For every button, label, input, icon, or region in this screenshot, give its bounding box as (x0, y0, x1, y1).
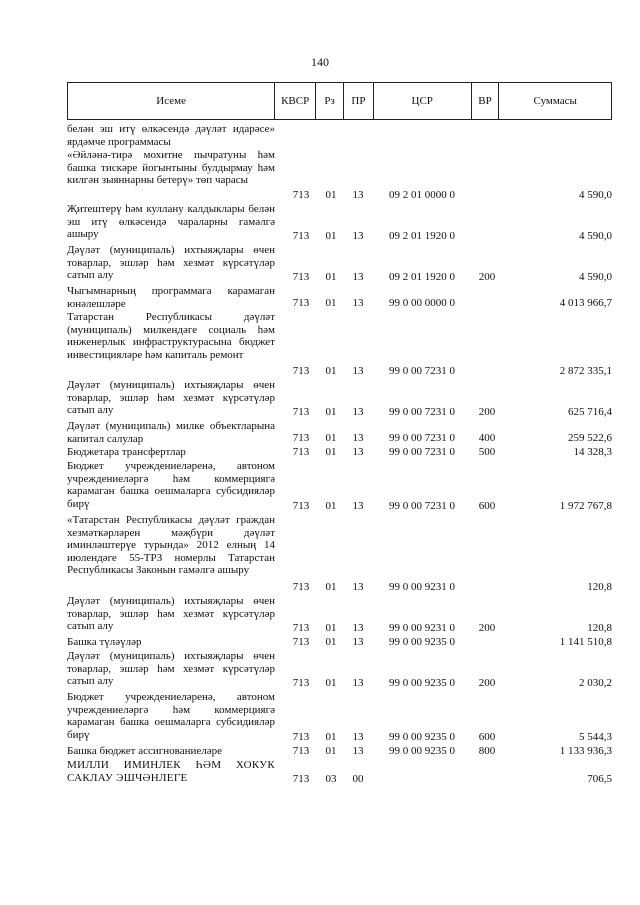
row-csr: 99 0 00 0000 0 (389, 297, 455, 310)
row-vr: 600 (478, 500, 496, 513)
row-rz: 03 (325, 773, 337, 786)
row-kvsr: 713 (292, 297, 310, 310)
row-kvsr: 713 (292, 365, 310, 378)
row-pr: 13 (352, 677, 364, 690)
table-row (0, 311, 640, 378)
row-kvsr: 713 (292, 636, 310, 649)
row-name: МИЛЛИ ИМИНЛЕК ҺӘМ ХОКУК САКЛАУ ЭШЧӘНЛЕГЕ (67, 759, 275, 784)
row-name: Дәүләт (муниципаль) ихтыяҗлары өчен товарлар, эшләр һәм хезмәт күрсәтүләр сатып алу (67, 379, 275, 417)
table-row (0, 460, 640, 513)
row-sum: 4 590,0 (579, 230, 612, 243)
row-csr: 99 0 00 7231 0 (389, 446, 455, 459)
row-sum: 1 133 936,3 (559, 745, 612, 758)
row-sum: 120,8 (587, 581, 612, 594)
row-name: «Әйләнә-тирә мохитне пычратуны һәм башка тискәре йогынтыны булдырмау һәм килгән зыяннарны бетерү» төп чарасы (67, 149, 275, 187)
row-name: Чыгымнарның программага карамаган юнәлешләре (67, 285, 275, 310)
row-pr: 13 (352, 745, 364, 758)
row-rz: 01 (325, 230, 337, 243)
row-pr: 13 (352, 446, 364, 459)
row-kvsr: 713 (292, 677, 310, 690)
row-sum: 2 872 335,1 (559, 365, 612, 378)
row-pr: 13 (352, 189, 364, 202)
row-sum: 4 590,0 (579, 189, 612, 202)
table-row (0, 285, 640, 310)
row-rz: 01 (325, 677, 337, 690)
row-sum: 4 013 966,7 (559, 297, 612, 310)
row-sum: 1 141 510,8 (559, 636, 612, 649)
row-sum: 1 972 767,8 (559, 500, 612, 513)
row-pr: 13 (352, 622, 364, 635)
row-vr: 200 (478, 622, 496, 635)
header-kvsr: КВСР (275, 83, 316, 119)
row-pr: 13 (352, 230, 364, 243)
header-vr: ВР (472, 83, 500, 119)
row-rz: 01 (325, 731, 337, 744)
row-pr: 13 (352, 581, 364, 594)
row-sum: 14 328,3 (573, 446, 612, 459)
row-rz: 01 (325, 406, 337, 419)
row-name: Бюджет учреждениеләренә, автоном учреждениеләргә һәм коммерциягә карамаган башка оешмаларга субсидияләр бирү (67, 691, 275, 741)
row-kvsr: 713 (292, 189, 310, 202)
row-vr: 600 (478, 731, 496, 744)
row-kvsr: 713 (292, 500, 310, 513)
row-vr: 200 (478, 406, 496, 419)
row-csr: 99 0 00 7231 0 (389, 365, 455, 378)
row-sum: 706,5 (587, 773, 612, 786)
row-pr: 13 (352, 297, 364, 310)
row-csr: 99 0 00 9231 0 (389, 622, 455, 635)
row-rz: 01 (325, 271, 337, 284)
row-name: Дәүләт (муниципаль) ихтыяҗлары өчен товарлар, эшләр һәм хезмәт күрсәтүләр сатып алу (67, 650, 275, 688)
header-rz: Рз (316, 83, 344, 119)
row-csr: 09 2 01 1920 0 (389, 230, 455, 243)
row-sum: 4 590,0 (579, 271, 612, 284)
row-csr: 99 0 00 9235 0 (389, 636, 455, 649)
table-row (0, 514, 640, 594)
table-row (0, 203, 640, 243)
row-csr: 99 0 00 7231 0 (389, 406, 455, 419)
table-row (0, 759, 640, 786)
row-csr: 99 0 00 7231 0 (389, 500, 455, 513)
row-pr: 13 (352, 406, 364, 419)
row-sum: 259 522,6 (568, 432, 612, 445)
row-vr: 200 (478, 271, 496, 284)
row-rz: 01 (325, 432, 337, 445)
row-pr: 13 (352, 432, 364, 445)
row-vr: 800 (478, 745, 496, 758)
page-number: 140 (311, 55, 329, 69)
row-kvsr: 713 (292, 773, 310, 786)
table-row (0, 420, 640, 445)
row-rz: 01 (325, 745, 337, 758)
row-pr: 13 (352, 271, 364, 284)
header-sum: Суммасы (533, 95, 577, 107)
row-kvsr: 713 (292, 731, 310, 744)
row-name: Дәүләт (муниципаль) милке объектларына капитал салулар (67, 420, 275, 445)
row-rz: 01 (325, 297, 337, 310)
table-row (0, 745, 640, 758)
header-pr: ПР (344, 83, 374, 119)
row-sum: 120,8 (587, 622, 612, 635)
row-kvsr: 713 (292, 745, 310, 758)
row-vr: 500 (478, 446, 496, 459)
row-name: Бюджет учреждениеләренә, автоном учреждениеләргә һәм коммерциягә карамаган башка оешмаларга субсидияләр бирү (67, 460, 275, 510)
table-row (0, 244, 640, 284)
table-row (0, 446, 640, 459)
row-rz: 01 (325, 189, 337, 202)
row-name: Дәүләт (муниципаль) ихтыяҗлары өчен товарлар, эшләр һәм хезмәт күрсәтүләр сатып алу (67, 244, 275, 282)
row-name: «Татарстан Республикасы дәүләт граждан хезмәткәрләрен мәҗбүри дәүләт иминләштерүе турында» 2012 елның 14 июлендәге 55-ТРЗ номерлы Татарстан Республикасы Законын гамәлгә ашыру (67, 514, 275, 577)
row-vr: 200 (478, 677, 496, 690)
row-csr: 09 2 01 0000 0 (389, 189, 455, 202)
row-csr: 99 0 00 9235 0 (389, 731, 455, 744)
row-csr: 99 0 00 9231 0 (389, 581, 455, 594)
table-row (0, 636, 640, 649)
row-rz: 01 (325, 636, 337, 649)
row-sum: 2 030,2 (579, 677, 612, 690)
row-name: Бюджетара трансфертлар (67, 446, 186, 458)
table-row (0, 149, 640, 202)
row-rz: 01 (325, 365, 337, 378)
row-csr: 99 0 00 9235 0 (389, 745, 455, 758)
row-rz: 01 (325, 446, 337, 459)
row-name: Башка түләүләр (67, 636, 142, 648)
row-kvsr: 713 (292, 406, 310, 419)
row-pr: 13 (352, 500, 364, 513)
row-csr: 99 0 00 9235 0 (389, 677, 455, 690)
row-pr: 13 (352, 365, 364, 378)
table-row (0, 379, 640, 419)
table-row (0, 650, 640, 690)
row-vr: 400 (478, 432, 496, 445)
header-name: Исеме (68, 83, 275, 119)
row-name: Дәүләт (муниципаль) ихтыяҗлары өчен товарлар, эшләр һәм хезмәт күрсәтүләр сатып алу (67, 595, 275, 633)
row-kvsr: 713 (292, 271, 310, 284)
header-csr: ЦСР (374, 83, 472, 119)
row-name: Татарстан Республикасы дәүләт (муниципаль) милкендәге социаль һәм инженерлык инфраструктурасына бюджет инвестицияләре һәм капиталь ремонт (67, 311, 275, 361)
row-rz: 01 (325, 581, 337, 594)
row-kvsr: 713 (292, 432, 310, 445)
row-kvsr: 713 (292, 622, 310, 635)
row-pr: 13 (352, 636, 364, 649)
row-csr: 99 0 00 7231 0 (389, 432, 455, 445)
row-sum: 5 544,3 (579, 731, 612, 744)
row-name: Җитештерү һәм куллану калдыклары белән эш итү өлкәсендә чараларны гамәлгә ашыру (67, 203, 275, 241)
row-pr: 00 (352, 773, 364, 786)
table-row (0, 123, 640, 148)
row-name: белән эш итү өлкәсендә дәүләт идарәсе» ярдәмче программасы (67, 123, 275, 148)
table-row (0, 691, 640, 744)
row-kvsr: 713 (292, 581, 310, 594)
table-row (0, 595, 640, 635)
row-csr: 09 2 01 1920 0 (389, 271, 455, 284)
row-sum: 625 716,4 (568, 406, 612, 419)
row-pr: 13 (352, 731, 364, 744)
row-rz: 01 (325, 500, 337, 513)
row-kvsr: 713 (292, 446, 310, 459)
row-rz: 01 (325, 622, 337, 635)
row-name: Башка бюджет ассигнованиеләре (67, 745, 222, 757)
row-kvsr: 713 (292, 230, 310, 243)
